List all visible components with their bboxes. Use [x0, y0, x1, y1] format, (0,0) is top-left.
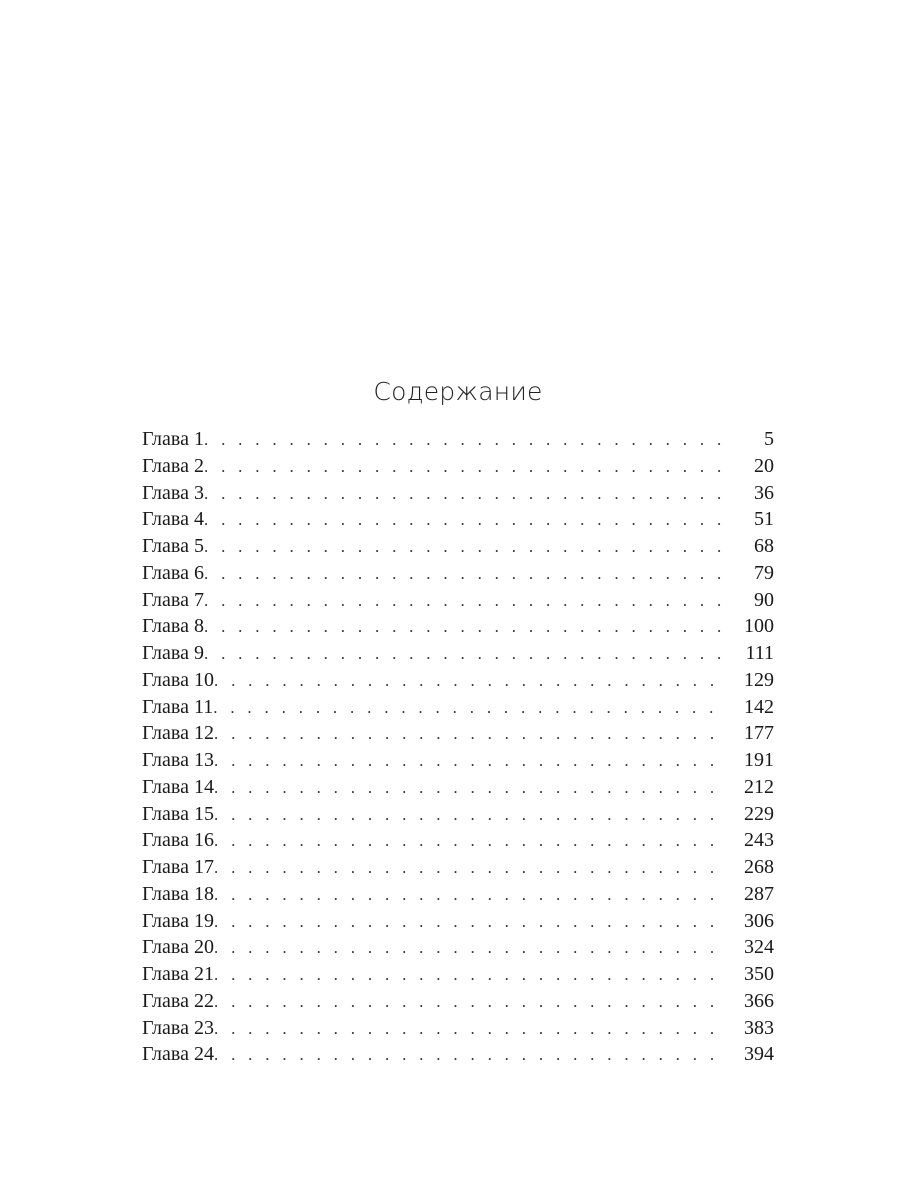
- toc-page-number: 100: [744, 615, 774, 638]
- toc-entry[interactable]: [142, 587, 774, 614]
- toc-entry[interactable]: [142, 908, 774, 935]
- toc-page-number: 383: [744, 1016, 774, 1039]
- toc-page-number: 287: [744, 882, 774, 905]
- toc-page-number: 177: [744, 722, 774, 745]
- toc-entry[interactable]: [142, 747, 774, 774]
- toc-entry[interactable]: [142, 854, 774, 881]
- toc-dot-leader: [214, 882, 722, 909]
- toc-dot-leader: [214, 721, 722, 748]
- toc-dot-leader: [204, 454, 722, 481]
- toc-dot-leader: [214, 828, 722, 855]
- toc-dot-leader: [204, 641, 722, 668]
- toc-entry-label: Глава 4: [142, 508, 204, 531]
- toc-page-number: 20: [754, 454, 774, 477]
- toc-entry-label: Глава 16: [142, 829, 214, 852]
- toc-dot-leader: [204, 481, 722, 508]
- toc-page-number: 90: [754, 588, 774, 611]
- toc-entry-label: Глава 20: [142, 936, 214, 959]
- toc-page-number: 394: [744, 1043, 774, 1066]
- toc-entry-label: Глава 14: [142, 775, 214, 798]
- toc-entry[interactable]: [142, 426, 774, 453]
- toc-page-number: 306: [744, 909, 774, 932]
- toc-entry-label: Глава 11: [142, 695, 214, 718]
- toc-entry-label: Глава 21: [142, 963, 214, 985]
- toc-entry[interactable]: [142, 827, 774, 854]
- toc-entry[interactable]: [142, 961, 774, 988]
- toc-dot-leader: [214, 989, 722, 1016]
- toc-entry[interactable]: [142, 720, 774, 747]
- toc-dot-leader: [214, 668, 722, 695]
- toc-entry[interactable]: [142, 667, 774, 694]
- toc-entry-label: Глава 3: [142, 481, 204, 504]
- toc-entry-label: Глава 5: [142, 535, 204, 557]
- toc-entry-label: Глава 9: [142, 642, 204, 664]
- toc-dot-leader: [214, 1042, 722, 1069]
- toc-entry[interactable]: [142, 613, 774, 640]
- toc-entry[interactable]: [142, 533, 774, 560]
- toc-entry-label: Глава 19: [142, 909, 214, 932]
- toc-entry-label: Глава 24: [142, 1043, 214, 1066]
- toc-entry-label: Глава 2: [142, 454, 204, 477]
- toc-dot-leader: [204, 507, 722, 534]
- toc-entry[interactable]: [142, 774, 774, 801]
- toc-entry[interactable]: [142, 934, 774, 961]
- toc-page-number: 229: [744, 802, 774, 825]
- toc-entry-label: Глава 12: [142, 722, 214, 745]
- toc-page-number: 142: [744, 695, 774, 718]
- toc-entry[interactable]: [142, 988, 774, 1015]
- toc-entry[interactable]: [142, 881, 774, 908]
- table-of-contents: [142, 426, 774, 1068]
- toc-dot-leader: [214, 748, 722, 775]
- toc-page-number: 5: [764, 428, 774, 450]
- toc-entry[interactable]: [142, 1015, 774, 1042]
- toc-entry-label: Глава 22: [142, 989, 214, 1012]
- toc-entry[interactable]: [142, 801, 774, 828]
- toc-entry-label: Глава 18: [142, 882, 214, 905]
- toc-entry-label: Глава 17: [142, 856, 214, 878]
- toc-page-number: 243: [744, 829, 774, 852]
- toc-entry-label: Глава 10: [142, 668, 214, 691]
- toc-dot-leader: [204, 588, 722, 615]
- toc-page-number: 129: [744, 668, 774, 691]
- toc-page-number: 111: [745, 642, 774, 664]
- toc-page-number: 79: [754, 561, 774, 584]
- toc-page-number: 36: [754, 481, 774, 504]
- toc-dot-leader: [214, 1016, 722, 1043]
- toc-entry[interactable]: [142, 560, 774, 587]
- toc-entry-label: Глава 8: [142, 615, 204, 638]
- toc-entry-label: Глава 7: [142, 588, 204, 611]
- toc-entry[interactable]: [142, 640, 774, 667]
- toc-page-number: 268: [744, 856, 774, 878]
- toc-page-number: 51: [754, 508, 774, 531]
- toc-dot-leader: [214, 855, 722, 882]
- toc-dot-leader: [214, 935, 722, 962]
- toc-dot-leader: [204, 427, 722, 454]
- toc-entry[interactable]: [142, 480, 774, 507]
- toc-page-number: 350: [744, 963, 774, 985]
- toc-page-number: 212: [744, 775, 774, 798]
- toc-page-number: 366: [744, 989, 774, 1012]
- toc-entry[interactable]: [142, 694, 774, 721]
- toc-entry[interactable]: [142, 453, 774, 480]
- toc-entry[interactable]: [142, 506, 774, 533]
- toc-page-number: 324: [744, 936, 774, 959]
- toc-entry-label: Глава 6: [142, 561, 204, 584]
- toc-dot-leader: [204, 561, 722, 588]
- toc-page-number: 68: [754, 535, 774, 557]
- toc-dot-leader: [204, 534, 722, 561]
- toc-dot-leader: [214, 802, 722, 829]
- toc-entry-label: Глава 13: [142, 749, 214, 771]
- toc-dot-leader: [204, 614, 722, 641]
- toc-page-number: 191: [744, 749, 774, 771]
- page-title: Содержание: [373, 376, 543, 406]
- toc-entry-label: Глава 15: [142, 802, 214, 825]
- toc-dot-leader: [214, 775, 722, 802]
- toc-dot-leader: [214, 909, 722, 936]
- toc-dot-leader: [213, 695, 722, 722]
- toc-entry-label: Глава 1: [142, 428, 204, 450]
- toc-entry-label: Глава 23: [142, 1016, 214, 1039]
- toc-dot-leader: [214, 962, 722, 989]
- toc-entry[interactable]: [142, 1041, 774, 1068]
